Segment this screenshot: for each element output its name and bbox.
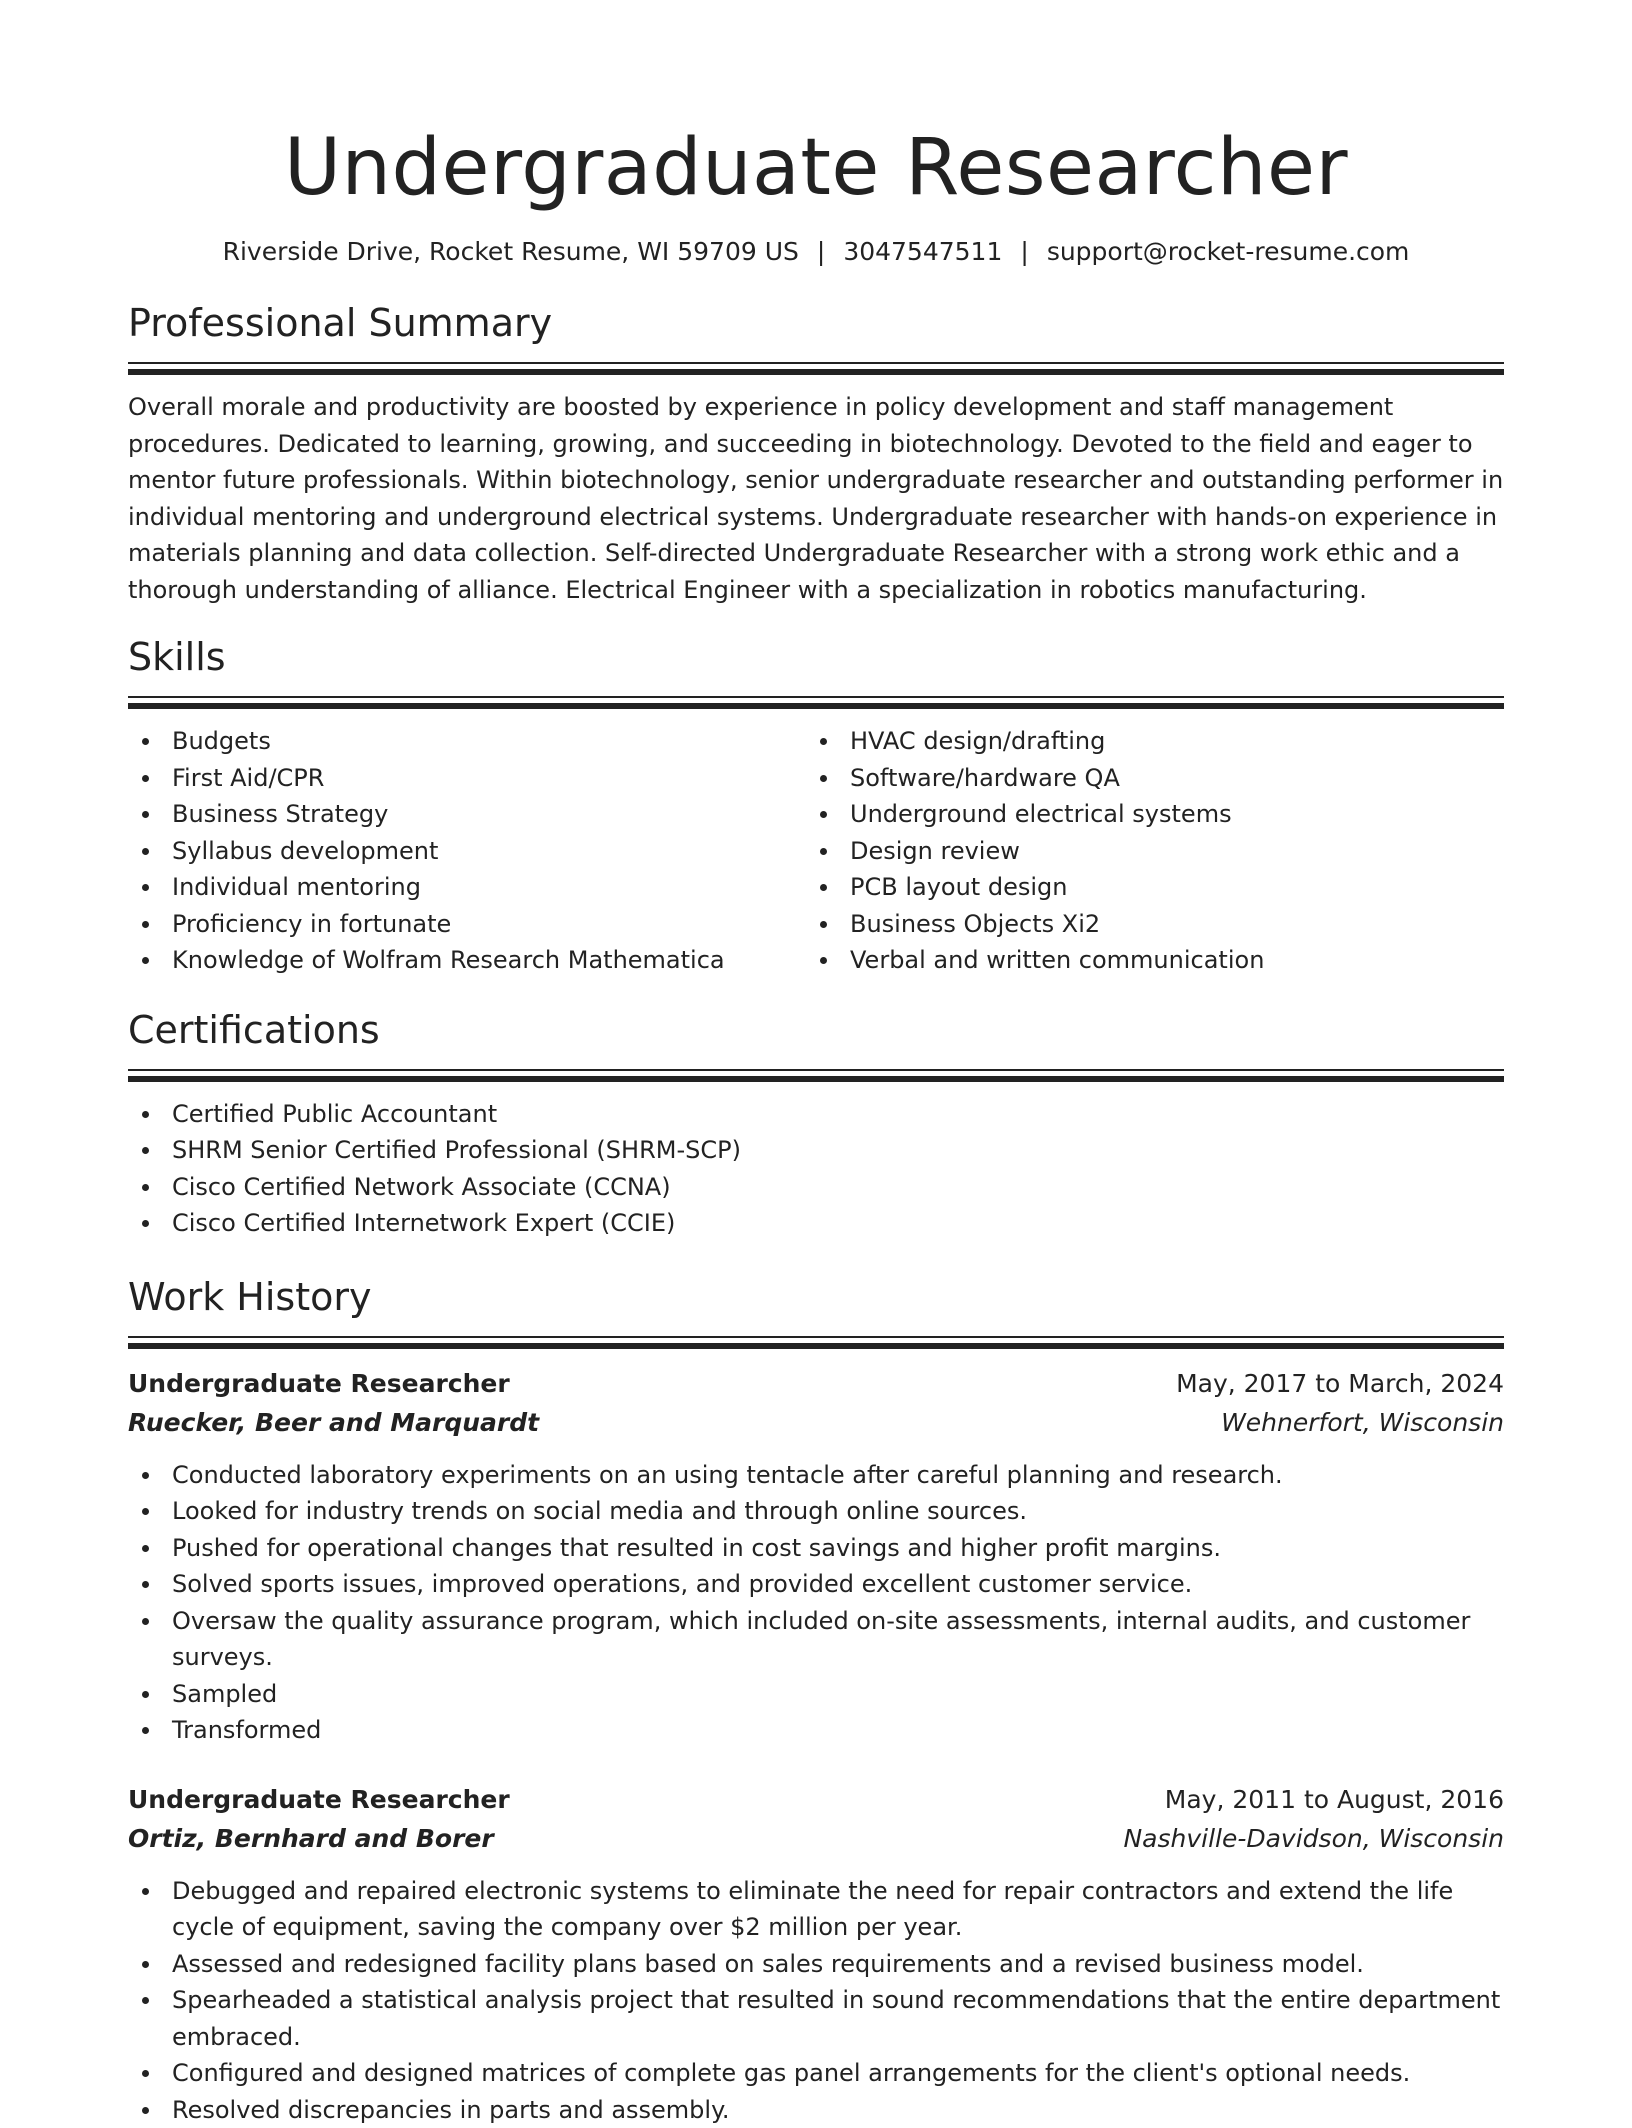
summary-text: Overall morale and productivity are boosted by experience in policy development and staff management procedures. Dedicated to learning, growing, and succeeding in biotechnology. Devoted to the field and eager to mentor future professionals. Within biotechnology, senior undergraduate researcher and outstanding performer in individual mentoring and underground electrical systems. Undergraduate researcher with hands-on experience in materials planning and data collection. Self-directed Undergraduate Researcher with a strong work ethic and a thorough understanding of alliance. Electrical Engineer with a specialization in robotics manufacturing. bbox=[128, 389, 1504, 608]
resume-name: Undergraduate Researcher bbox=[128, 0, 1504, 214]
job-dates: May, 2017 to March, 2024 bbox=[1176, 1365, 1504, 1403]
skill-item: PCB layout design bbox=[850, 869, 1484, 906]
skill-item: Syllabus development bbox=[172, 833, 806, 870]
job-bullet: Resolved discrepancies in parts and assembly. bbox=[172, 2092, 1504, 2128]
section-rule bbox=[128, 1336, 1504, 1338]
section-rule-thick bbox=[128, 703, 1504, 709]
section-rule bbox=[128, 1069, 1504, 1071]
job-entry bbox=[128, 1365, 1504, 1749]
work-history-section bbox=[128, 1274, 1504, 2128]
section-rule bbox=[128, 362, 1504, 364]
contact-line bbox=[128, 236, 1504, 268]
certification-item: SHRM Senior Certified Professional (SHRM-SCP) bbox=[172, 1132, 1504, 1169]
skill-item: Business Objects Xi2 bbox=[850, 906, 1484, 943]
job-bullet: Conducted laboratory experiments on an using tentacle after careful planning and research. bbox=[172, 1457, 1504, 1494]
job-location: Wehnerfort, Wisconsin bbox=[1221, 1403, 1504, 1443]
job-bullet: Transformed bbox=[172, 1712, 1504, 1749]
skill-item: Underground electrical systems bbox=[850, 796, 1484, 833]
work-history-heading: Work History bbox=[128, 1274, 1504, 1320]
job-entry bbox=[128, 1781, 1504, 2128]
skills-columns bbox=[128, 723, 1504, 979]
job-bullet: Debugged and repaired electronic systems to eliminate the need for repair contractors and extend the life cycle of equipment, saving the company over $2 million per year. bbox=[172, 1873, 1504, 1946]
resume-page bbox=[128, 0, 1504, 2128]
section-rule-thick bbox=[128, 1343, 1504, 1349]
certification-item: Certified Public Accountant bbox=[172, 1096, 1504, 1133]
skills-column-left bbox=[128, 723, 806, 979]
job-bullet: Oversaw the quality assurance program, which included on-site assessments, internal audits, and customer surveys. bbox=[172, 1603, 1504, 1676]
job-header bbox=[128, 1365, 1504, 1403]
certifications-heading: Certifications bbox=[128, 1007, 1504, 1053]
job-location: Nashville-Davidson, Wisconsin bbox=[1123, 1819, 1504, 1859]
skills-list-left bbox=[128, 723, 806, 979]
job-bullet: Sampled bbox=[172, 1676, 1504, 1713]
skill-item: Knowledge of Wolfram Research Mathematica bbox=[172, 942, 806, 979]
job-dates: May, 2011 to August, 2016 bbox=[1165, 1781, 1504, 1819]
contact-phone: 3047547511 bbox=[843, 237, 1002, 266]
job-company: Ruecker, Beer and Marquardt bbox=[128, 1403, 539, 1443]
contact-email: support@rocket-resume.com bbox=[1047, 237, 1410, 266]
section-rule-thick bbox=[128, 369, 1504, 375]
job-bullet: Pushed for operational changes that resulted in cost savings and higher profit margins. bbox=[172, 1530, 1504, 1567]
job-bullets bbox=[128, 1873, 1504, 2128]
contact-separator: | bbox=[1020, 236, 1028, 268]
skill-item: Budgets bbox=[172, 723, 806, 760]
job-bullet: Looked for industry trends on social media and through online sources. bbox=[172, 1493, 1504, 1530]
skill-item: Individual mentoring bbox=[172, 869, 806, 906]
skill-item: Proficiency in fortunate bbox=[172, 906, 806, 943]
job-bullets bbox=[128, 1457, 1504, 1749]
job-bullet: Solved sports issues, improved operations, and provided excellent customer service. bbox=[172, 1566, 1504, 1603]
certification-item: Cisco Certified Network Associate (CCNA) bbox=[172, 1169, 1504, 1206]
summary-section bbox=[128, 300, 1504, 608]
job-bullet: Spearheaded a statistical analysis project that resulted in sound recommendations that the entire department embraced. bbox=[172, 1982, 1504, 2055]
skill-item: Software/hardware QA bbox=[850, 760, 1484, 797]
contact-separator: | bbox=[817, 236, 825, 268]
skill-item: Design review bbox=[850, 833, 1484, 870]
skills-list-right bbox=[806, 723, 1484, 979]
job-bullet: Assessed and redesigned facility plans based on sales requirements and a revised business model. bbox=[172, 1946, 1504, 1983]
certifications-section bbox=[128, 1007, 1504, 1242]
job-subheader bbox=[128, 1819, 1504, 1859]
skill-item: Verbal and written communication bbox=[850, 942, 1484, 979]
job-bullet: Configured and designed matrices of complete gas panel arrangements for the client's optional needs. bbox=[172, 2055, 1504, 2092]
skills-heading: Skills bbox=[128, 634, 1504, 680]
skill-item: Business Strategy bbox=[172, 796, 806, 833]
certifications-list bbox=[128, 1096, 1504, 1242]
section-rule-thick bbox=[128, 1076, 1504, 1082]
job-subheader bbox=[128, 1403, 1504, 1443]
job-company: Ortiz, Bernhard and Borer bbox=[128, 1819, 494, 1859]
certification-item: Cisco Certified Internetwork Expert (CCIE) bbox=[172, 1205, 1504, 1242]
skills-column-right bbox=[806, 723, 1484, 979]
skills-section bbox=[128, 634, 1504, 979]
job-title: Undergraduate Researcher bbox=[128, 1781, 510, 1819]
job-title: Undergraduate Researcher bbox=[128, 1365, 510, 1403]
skill-item: First Aid/CPR bbox=[172, 760, 806, 797]
skill-item: HVAC design/drafting bbox=[850, 723, 1484, 760]
contact-address: Riverside Drive, Rocket Resume, WI 59709 US bbox=[223, 237, 799, 266]
job-header bbox=[128, 1781, 1504, 1819]
summary-heading: Professional Summary bbox=[128, 300, 1504, 346]
section-rule bbox=[128, 696, 1504, 698]
